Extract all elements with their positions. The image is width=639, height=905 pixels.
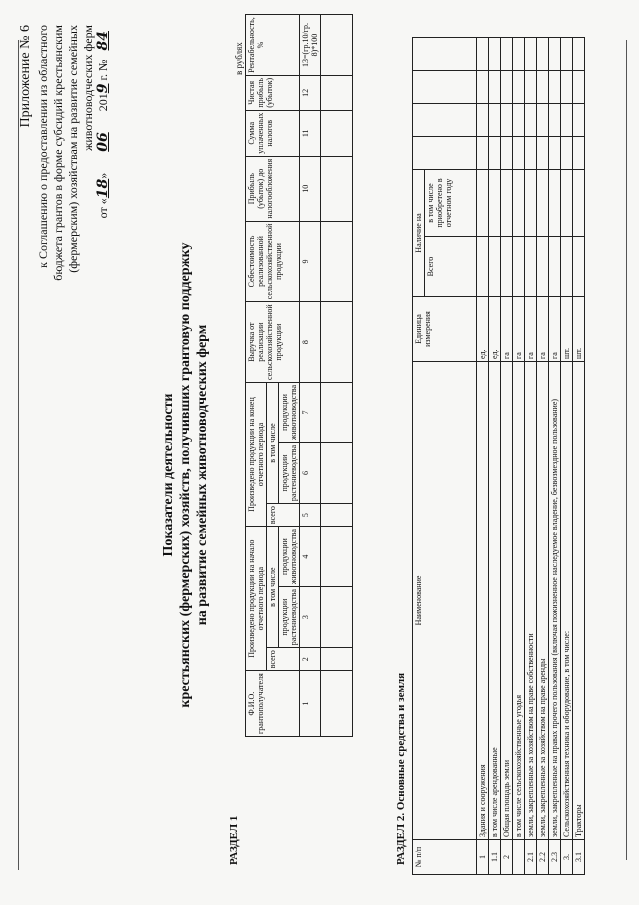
empty-cell	[537, 237, 549, 297]
empty-cell	[525, 104, 537, 137]
row-unit: га	[525, 297, 537, 362]
empty-cell	[573, 104, 585, 137]
col-end-animal: продукции животноводства	[279, 382, 300, 442]
empty-cell	[537, 137, 549, 170]
col-revenue: Выручка от реализации сельскохозяйственной продукции	[246, 302, 300, 383]
empty-cell	[477, 137, 489, 170]
col-name: Наименование	[413, 362, 477, 840]
empty-cell	[489, 71, 501, 104]
row-unit: га	[549, 297, 561, 362]
row-name: земли, закрепленные за хозяйством на праве аренды	[537, 362, 549, 840]
row-number: 1	[477, 840, 489, 875]
row-name: земли, закрепленные на правах прочего пользования (включая пожизненное наследуемое владение, безвозмездное пользование)	[549, 362, 561, 840]
row-name: в том числе сельскохозяйственные угодья	[513, 362, 525, 840]
empty-cell	[561, 71, 573, 104]
empty-cell	[549, 137, 561, 170]
date-year-digit: 9	[95, 83, 111, 94]
col-start-total: всего	[267, 648, 300, 671]
num-cell: 12	[300, 75, 321, 110]
section2-table	[412, 37, 585, 875]
section1-unit-note: в рублях	[234, 42, 244, 75]
empty-cell	[549, 237, 561, 297]
appendix-line-2: бюджета грантов в форме субсидий крестьянским	[51, 25, 65, 281]
empty-cell	[573, 38, 585, 71]
num-cell: 8	[300, 302, 321, 383]
empty-cell	[573, 71, 585, 104]
row-number: 1.1	[489, 840, 501, 875]
empty-cell	[537, 104, 549, 137]
empty-cell	[501, 71, 513, 104]
date-day: 18	[95, 178, 111, 199]
section2-header-row-1	[413, 38, 425, 875]
row-name: в том числе арендованные	[489, 362, 501, 840]
table-row	[549, 38, 561, 875]
section1-table	[245, 14, 353, 737]
section2-rows	[477, 38, 585, 875]
col-start-animal: продукции животноводства	[279, 527, 300, 587]
table-row	[561, 38, 573, 875]
num-cell: 11	[300, 110, 321, 156]
table-row	[477, 38, 489, 875]
empty-cell	[513, 237, 525, 297]
empty-cell	[573, 237, 585, 297]
col-avail-group: Наличие на	[413, 170, 425, 297]
title-line-3: на развитие семейных животноводческих ферм	[195, 324, 210, 626]
empty-cell	[489, 104, 501, 137]
col-unit: Единица измерения	[413, 297, 477, 362]
row-name: Сельскохозяйственная техника и оборудование, в том числе:	[561, 362, 573, 840]
document-number: 84	[95, 31, 111, 51]
row-number	[513, 840, 525, 875]
row-unit: га	[537, 297, 549, 362]
empty-cell	[477, 237, 489, 297]
empty-cell	[537, 71, 549, 104]
empty-cell	[501, 104, 513, 137]
empty-cell	[489, 38, 501, 71]
num-cell: 7	[300, 382, 321, 442]
section2-heading: РАЗДЕЛ 2. Основные средства и земля	[395, 672, 407, 865]
empty-cell	[513, 137, 525, 170]
empty-cell	[561, 137, 573, 170]
col-start-incl: в том числе	[267, 527, 279, 648]
col-end-incl: в том числе	[267, 382, 279, 503]
col-end-group: Произведено продукции на конец отчетного периода	[246, 382, 267, 526]
document-title	[160, 195, 211, 755]
num-cell: 13=(гр.10/гр. 8)*100	[300, 15, 321, 76]
empty-cell	[549, 170, 561, 237]
empty-cell	[501, 137, 513, 170]
row-unit: га	[513, 297, 525, 362]
num-cell: 2	[300, 648, 321, 671]
num-cell: 5	[300, 504, 321, 527]
row-unit: ед.	[489, 297, 501, 362]
empty-cell	[549, 71, 561, 104]
row-number: 2.1	[525, 840, 537, 875]
empty-cell	[537, 38, 549, 71]
title-line-2: крестьянских (фермерских) хозяйств, получивших грантовую поддержку	[178, 242, 193, 708]
empty-cell	[513, 170, 525, 237]
empty-cell	[573, 170, 585, 237]
section1-number-row	[300, 15, 321, 737]
row-number: 2.3	[549, 840, 561, 875]
empty-cell	[561, 237, 573, 297]
col-profitability: Рентабельность, %	[246, 15, 300, 76]
table-row	[501, 38, 513, 875]
num-cell: 4	[300, 527, 321, 587]
row-name: Общая площадь земли	[501, 362, 513, 840]
appendix-header	[18, 25, 111, 465]
empty-cell	[513, 71, 525, 104]
empty-cell	[489, 237, 501, 297]
col-net-profit: Чистая прибыль (убыток)	[246, 75, 300, 110]
num-cell: 10	[300, 156, 321, 221]
num-cell: 9	[300, 221, 321, 302]
col-profit-before: Прибыль (убыток) до налогообложения	[246, 156, 300, 221]
empty-cell	[501, 38, 513, 71]
empty-cell	[549, 104, 561, 137]
appendix-title: Приложение № 6	[18, 25, 33, 128]
section1-heading: РАЗДЕЛ 1	[228, 815, 240, 865]
empty-cell	[477, 170, 489, 237]
empty-cell	[477, 71, 489, 104]
col-fio: Ф.И.О. грантополучателя	[246, 671, 300, 737]
empty-cell	[561, 38, 573, 71]
row-unit: ед.	[477, 297, 489, 362]
empty-cell	[477, 104, 489, 137]
empty-cell	[561, 104, 573, 137]
date-month: 06	[95, 132, 111, 152]
empty-cell	[561, 170, 573, 237]
empty-cell	[537, 170, 549, 237]
row-name: земли, закрепленные за хозяйством на праве собственности	[525, 362, 537, 840]
empty-cell	[525, 38, 537, 71]
col-end-total: всего	[267, 504, 300, 527]
empty-cell	[489, 137, 501, 170]
row-number: 2.2	[537, 840, 549, 875]
row-number: 3.1	[573, 840, 585, 875]
row-number: 3.	[561, 840, 573, 875]
row-name: Здания и сооружения	[477, 362, 489, 840]
table-row	[513, 38, 525, 875]
col-taxes: Сумма уплаченных налогов	[246, 110, 300, 156]
col-end-plant: продукции растениеводства	[279, 442, 300, 503]
table-row	[525, 38, 537, 875]
section1-header-row-1	[246, 15, 267, 737]
empty-cell	[525, 170, 537, 237]
empty-cell	[501, 237, 513, 297]
empty-cell	[525, 237, 537, 297]
row-unit: шт.	[561, 297, 573, 362]
title-line-1: Показатели деятельности	[161, 393, 176, 557]
empty-cell	[549, 38, 561, 71]
appendix-line-1: к Соглашению о предоставлении из областного	[36, 25, 50, 268]
col-start-group: Произведено продукции на начало отчетного периода	[246, 527, 267, 671]
empty-cell	[573, 137, 585, 170]
row-name: Тракторы	[573, 362, 585, 840]
section1-empty-row	[321, 15, 353, 737]
row-number: 2	[501, 840, 513, 875]
col-acquired: в том числе приобретено в отчетном году	[425, 170, 477, 237]
num-cell: 1	[300, 671, 321, 737]
num-cell: 6	[300, 442, 321, 503]
col-num: № п/п	[413, 840, 477, 875]
appendix-date-line: от «18» 06 2019 г. № 84	[96, 25, 111, 465]
col-cost: Себестоимость реализованной сельскохозяйственной продукции	[246, 221, 300, 302]
empty-cell	[477, 38, 489, 71]
num-cell: 3	[300, 587, 321, 648]
table-row	[537, 38, 549, 875]
empty-cell	[501, 170, 513, 237]
table-row	[489, 38, 501, 875]
empty-cell	[525, 137, 537, 170]
empty-cell	[513, 104, 525, 137]
row-unit: га	[501, 297, 513, 362]
appendix-line-4: животноводческих ферм	[81, 25, 95, 151]
appendix-line-3: (фермерским) хозяйствам на развитие семейных	[66, 25, 80, 273]
table-row	[573, 38, 585, 875]
col-total: Всего	[425, 237, 477, 297]
col-start-plant: продукции растениеводства	[279, 587, 300, 648]
empty-cell	[513, 38, 525, 71]
empty-cell	[489, 170, 501, 237]
empty-cell	[525, 71, 537, 104]
row-unit: шт.	[573, 297, 585, 362]
